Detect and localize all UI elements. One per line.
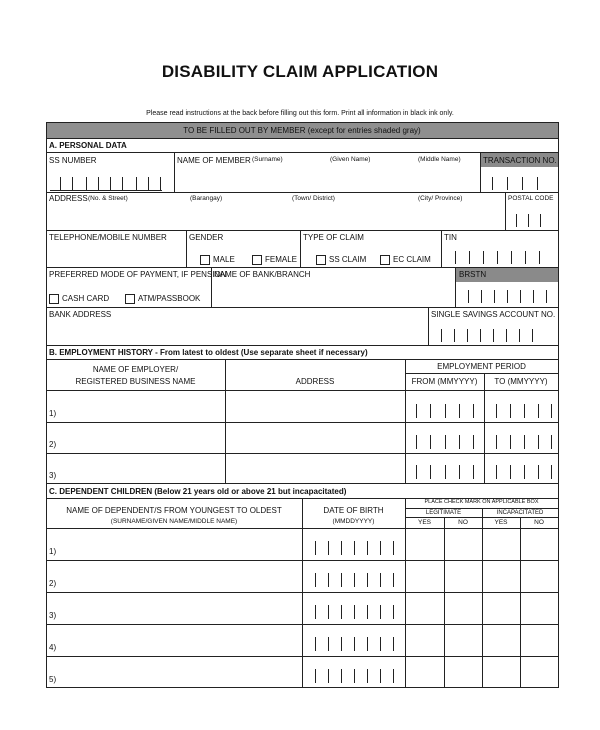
dependent-row-3: 3) (49, 611, 57, 620)
employment-row-3: 3) (49, 471, 57, 480)
dependent-header-1: NAME OF DEPENDENT/S FROM YOUNGEST TO OLDEST (66, 506, 282, 515)
check-mark-header: PLACE CHECK MARK ON APPLICABLE BOX (424, 499, 539, 505)
ss-claim-label: SS CLAIM (329, 255, 367, 264)
savings-account-label: SINGLE SAVINGS ACCOUNT NO. (431, 310, 556, 319)
entry-tick (393, 637, 394, 651)
dob-header-1: DATE OF BIRTH (323, 506, 384, 515)
entry-tick (430, 435, 431, 449)
entry-tick (367, 541, 368, 555)
town-district-label: (Town/ District) (292, 195, 335, 202)
bank-address-label: BANK ADDRESS (49, 310, 112, 319)
entry-tick (367, 605, 368, 619)
entry-tick (459, 435, 460, 449)
entry-tick (328, 541, 329, 555)
from-header: FROM (MMYYYY) (411, 377, 478, 386)
address-label: ADDRESS (49, 194, 88, 203)
legitimate-header: LEGITIMATE (425, 510, 462, 516)
entry-tick (538, 435, 539, 449)
entry-tick (459, 465, 460, 479)
entry-tick (524, 435, 525, 449)
given-name-label: (Given Name) (330, 156, 371, 163)
entry-tick (380, 541, 381, 555)
employer-header-2: REGISTERED BUSINESS NAME (75, 377, 196, 386)
entry-tick (496, 465, 497, 479)
member-header: TO BE FILLED OUT BY MEMBER (except for entries shaded gray) (183, 126, 421, 135)
employment-row-1: 1) (49, 409, 57, 418)
atm-passbook-label: ATM/PASSBOOK (138, 294, 201, 303)
section-c-title: C. DEPENDENT CHILDREN (Below 21 years old or above 21 but incapacitated) (49, 487, 347, 496)
entry-tick (551, 404, 552, 418)
payment-mode-label: PREFERRED MODE OF PAYMENT, IF PENSION (49, 270, 227, 279)
entry-tick (341, 605, 342, 619)
incap-no-header: NO (534, 519, 544, 526)
entry-tick (551, 465, 552, 479)
entry-tick (393, 605, 394, 619)
cash-card-label: CASH CARD (62, 294, 110, 303)
female-label: FEMALE (265, 255, 298, 264)
entry-tick (538, 465, 539, 479)
atm-passbook-checkbox[interactable] (125, 294, 135, 304)
entry-tick (445, 435, 446, 449)
section-b-title: B. EMPLOYMENT HISTORY - From latest to oldest (Use separate sheet if necessary) (49, 348, 368, 357)
entry-tick (551, 435, 552, 449)
to-header: TO (MMYYYY) (494, 377, 548, 386)
entry-tick (496, 404, 497, 418)
entry-tick (459, 404, 460, 418)
entry-tick (354, 605, 355, 619)
incap-yes-header: YES (494, 519, 508, 526)
dob-header-2: (MMDDYYYY) (332, 518, 375, 525)
dependent-row-5: 5) (49, 675, 57, 684)
entry-tick (393, 669, 394, 683)
dependent-row-2: 2) (49, 579, 57, 588)
entry-tick (354, 573, 355, 587)
male-label: MALE (213, 255, 235, 264)
tin-label: TIN (444, 233, 457, 242)
entry-tick (416, 465, 417, 479)
entry-tick (393, 541, 394, 555)
entry-tick (416, 435, 417, 449)
city-province-label: (City/ Province) (418, 195, 463, 202)
form-instructions: Please read instructions at the back before filling out this form. Print all information in black ink only. (146, 110, 454, 117)
ss-claim-checkbox[interactable] (316, 255, 326, 265)
entry-tick (380, 605, 381, 619)
entry-tick (315, 573, 316, 587)
entry-tick (367, 637, 368, 651)
entry-tick (328, 669, 329, 683)
transaction-no-label: TRANSACTION NO. (483, 156, 557, 165)
legit-yes-header: YES (417, 519, 431, 526)
ec-claim-label: EC CLAIM (393, 255, 431, 264)
entry-tick (315, 637, 316, 651)
entry-tick (380, 669, 381, 683)
male-checkbox[interactable] (200, 255, 210, 265)
entry-tick (473, 404, 474, 418)
entry-tick (341, 669, 342, 683)
legit-no-header: NO (458, 519, 468, 526)
employment-address-header: ADDRESS (295, 377, 335, 386)
entry-tick (354, 669, 355, 683)
entry-tick (445, 404, 446, 418)
section-a-title: A. PERSONAL DATA (49, 141, 127, 150)
barangay-label: (Barangay) (190, 195, 223, 202)
entry-tick (416, 404, 417, 418)
surname-label: (Surname) (252, 156, 283, 163)
gender-label: GENDER (189, 233, 224, 242)
entry-tick (510, 435, 511, 449)
entry-tick (328, 637, 329, 651)
entry-tick (354, 637, 355, 651)
employment-row-2: 2) (49, 440, 57, 449)
entry-tick (315, 605, 316, 619)
dependent-header-2: (SURNAME/GIVEN NAME/MIDDLE NAME) (110, 518, 238, 525)
employer-header-1: NAME OF EMPLOYER/ (92, 365, 179, 374)
telephone-label: TELEPHONE/MOBILE NUMBER (49, 233, 167, 242)
name-of-member-label: NAME OF MEMBER (177, 156, 251, 165)
postal-code-label: POSTAL CODE (508, 195, 554, 202)
entry-tick (393, 573, 394, 587)
entry-tick (315, 541, 316, 555)
entry-tick (341, 541, 342, 555)
entry-tick (445, 465, 446, 479)
dependent-row-4: 4) (49, 643, 57, 652)
ss-number-label: SS NUMBER (49, 156, 97, 165)
entry-tick (341, 637, 342, 651)
entry-tick (367, 573, 368, 587)
employment-period-header: EMPLOYMENT PERIOD (437, 362, 526, 371)
entry-tick (524, 404, 525, 418)
entry-tick (341, 573, 342, 587)
bank-branch-label: NAME OF BANK/BRANCH (214, 270, 311, 279)
entry-tick (380, 573, 381, 587)
entry-tick (473, 435, 474, 449)
dependent-row-1: 1) (49, 547, 57, 556)
entry-tick (354, 541, 355, 555)
entry-tick (538, 404, 539, 418)
entry-tick (380, 637, 381, 651)
female-checkbox[interactable] (252, 255, 262, 265)
cash-card-checkbox[interactable] (49, 294, 59, 304)
entry-tick (367, 669, 368, 683)
brstn-label: BRSTN (459, 270, 487, 279)
form-title: DISABILITY CLAIM APPLICATION (161, 62, 439, 81)
incapacitated-header: INCAPACITATED (496, 510, 544, 516)
entry-tick (430, 404, 431, 418)
entry-tick (496, 435, 497, 449)
entry-tick (430, 465, 431, 479)
entry-tick (473, 465, 474, 479)
ec-claim-checkbox[interactable] (380, 255, 390, 265)
entry-tick (328, 605, 329, 619)
entry-tick (510, 404, 511, 418)
entry-tick (510, 465, 511, 479)
no-street-label: (No. & Street) (88, 195, 128, 202)
entry-tick (328, 573, 329, 587)
entry-tick (524, 465, 525, 479)
middle-name-label: (Middle Name) (418, 156, 461, 163)
type-of-claim-label: TYPE OF CLAIM (303, 233, 364, 242)
entry-tick (315, 669, 316, 683)
